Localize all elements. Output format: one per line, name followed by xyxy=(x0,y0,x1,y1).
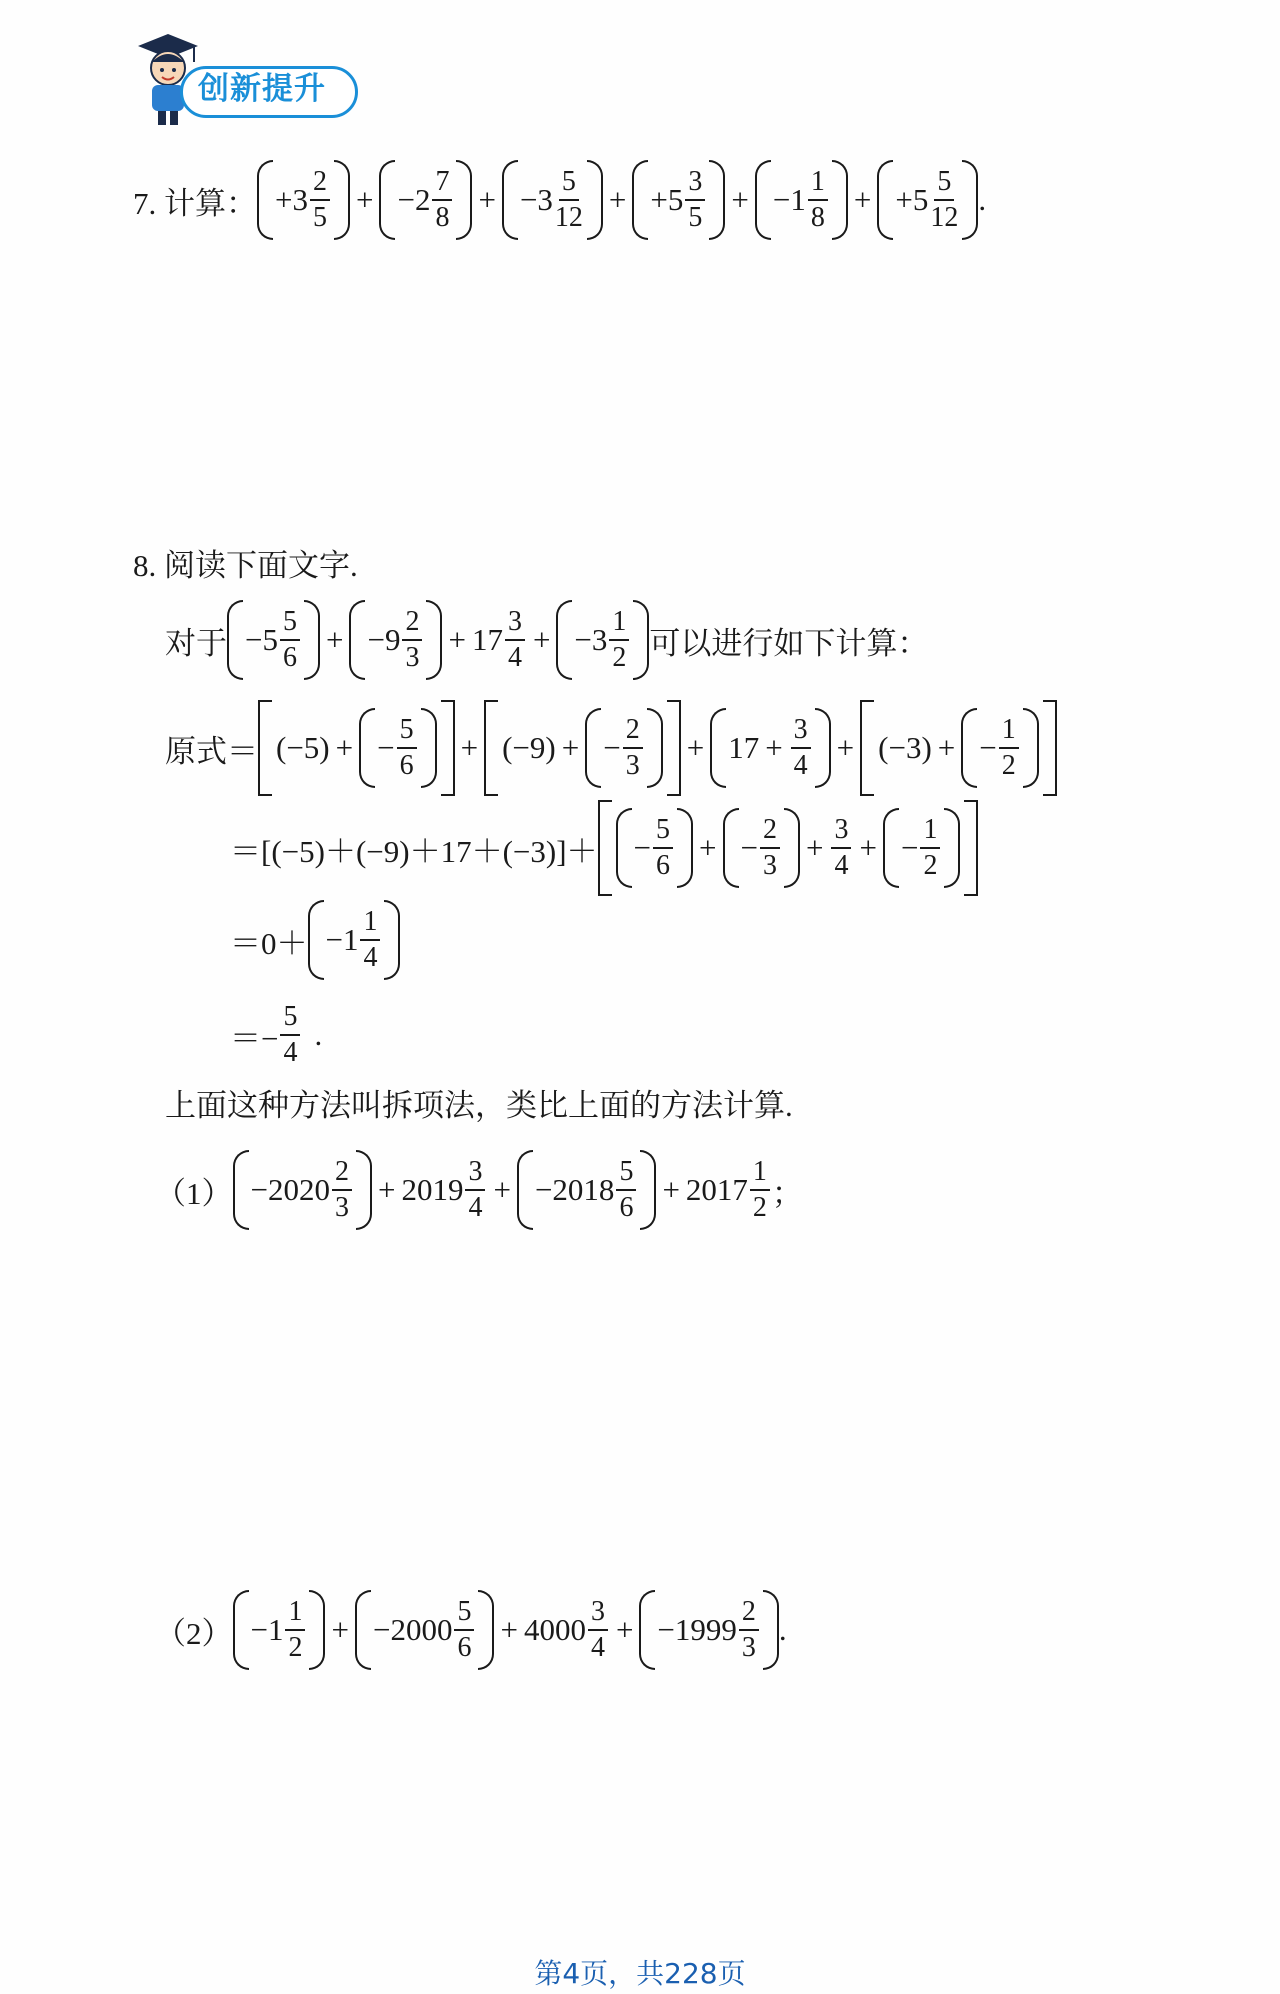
fraction: $\frac{1}{2}$ xyxy=(750,1155,770,1225)
fraction: $\frac{5}{6}$ xyxy=(454,1595,474,1665)
q8-step-1: 原式＝ (−5) + − $\frac{5}{6}$ + (−9) + − $\frac{2}{3}$ + 17 + $\frac{3}{4}$ + (−3) + − $\frac{1}{2}$ xyxy=(165,700,1057,796)
fraction: $\frac{1}{4}$ xyxy=(360,905,380,975)
badge-title: 创新提升 xyxy=(198,71,326,107)
q8-method-text: 上面这种方法叫拆项法，类比上面的方法计算. xyxy=(165,1088,793,1123)
fraction: $\frac{1}{2}$ xyxy=(999,713,1019,783)
fraction: $\frac{2}{3}$ xyxy=(332,1155,352,1225)
fraction: $\frac{3}{4}$ xyxy=(791,713,811,783)
fraction: $\frac{5}{6}$ xyxy=(280,605,300,675)
fraction: $\frac{1}{2}$ xyxy=(285,1595,305,1665)
fraction: $\frac{5}{12}$ xyxy=(554,166,583,233)
section-badge xyxy=(128,32,358,128)
fraction: $\frac{3}{4}$ xyxy=(465,1155,485,1225)
fraction: $\frac{2}{3}$ xyxy=(623,713,643,783)
fraction: $\frac{5}{4}$ xyxy=(280,1000,300,1070)
fraction: $\frac{3}{4}$ xyxy=(588,1595,608,1665)
fraction: $\frac{2}{3}$ xyxy=(402,605,422,675)
fraction: $\frac{5}{6}$ xyxy=(397,713,417,783)
fraction: $\frac{5}{12}$ xyxy=(930,166,959,233)
fraction: $\frac{2}{3}$ xyxy=(760,813,780,883)
q7-label: 7. 计算： xyxy=(133,185,257,221)
fraction: $\frac{2}{3}$ xyxy=(739,1595,759,1665)
fraction: $\frac{3}{5}$ xyxy=(685,165,705,235)
fraction: $\frac{7}{8}$ xyxy=(432,165,452,235)
q8-intro: 对于 −5 $\frac{5}{6}$ + −9 $\frac{2}{3}$ + 17 $\frac{3}{4}$ + −3 $\frac{1}{2}$ 可以进行如下计算： xyxy=(165,600,928,680)
fraction: $\frac{3}{4}$ xyxy=(505,605,525,675)
q8-sub-1: （1） −2020 $\frac{2}{3}$ + 2019 $\frac{3}{4}$ + −2018 $\frac{5}{6}$ + 2017 $\frac{1}{2}$ ； xyxy=(155,1150,803,1230)
page-number: 第4页，共228页 xyxy=(534,1957,746,1990)
question-7: 7. 计算： +3 $\frac{2}{5}$ + −2 $\frac{7}{8}$ + −3 $\frac{5}{12}$ + +5 $\frac{3}{5}$ + −1 $\frac{1}{8}$ + +5 $\frac{5}{12}$ . xyxy=(133,160,986,240)
fraction: $\frac{1}{8}$ xyxy=(808,165,828,235)
q8-step-2: ＝[(−5)＋(−9)＋17＋(−3)]＋ − $\frac{5}{6}$ + − $\frac{2}{3}$ + $\frac{3}{4}$ + − $\frac{1}{2}$ xyxy=(230,800,978,896)
fraction: $\frac{5}{6}$ xyxy=(653,813,673,883)
q8-sub-2: （2） −1 $\frac{1}{2}$ + −2000 $\frac{5}{6}$ + 4000 $\frac{3}{4}$ + −1999 $\frac{2}{3}$ . xyxy=(155,1590,787,1670)
q8-step-4: ＝− $\frac{5}{4}$ . xyxy=(230,1001,323,1068)
fraction: $\frac{1}{2}$ xyxy=(609,605,629,675)
q8-step-3: ＝0＋ −1 $\frac{1}{4}$ xyxy=(230,900,400,980)
fraction: $\frac{5}{6}$ xyxy=(616,1155,636,1225)
fraction: $\frac{3}{4}$ xyxy=(831,813,851,883)
question-8-label: 8. 阅读下面文字. xyxy=(133,548,358,583)
fraction: $\frac{1}{2}$ xyxy=(920,813,940,883)
fraction: $\frac{2}{5}$ xyxy=(310,165,330,235)
